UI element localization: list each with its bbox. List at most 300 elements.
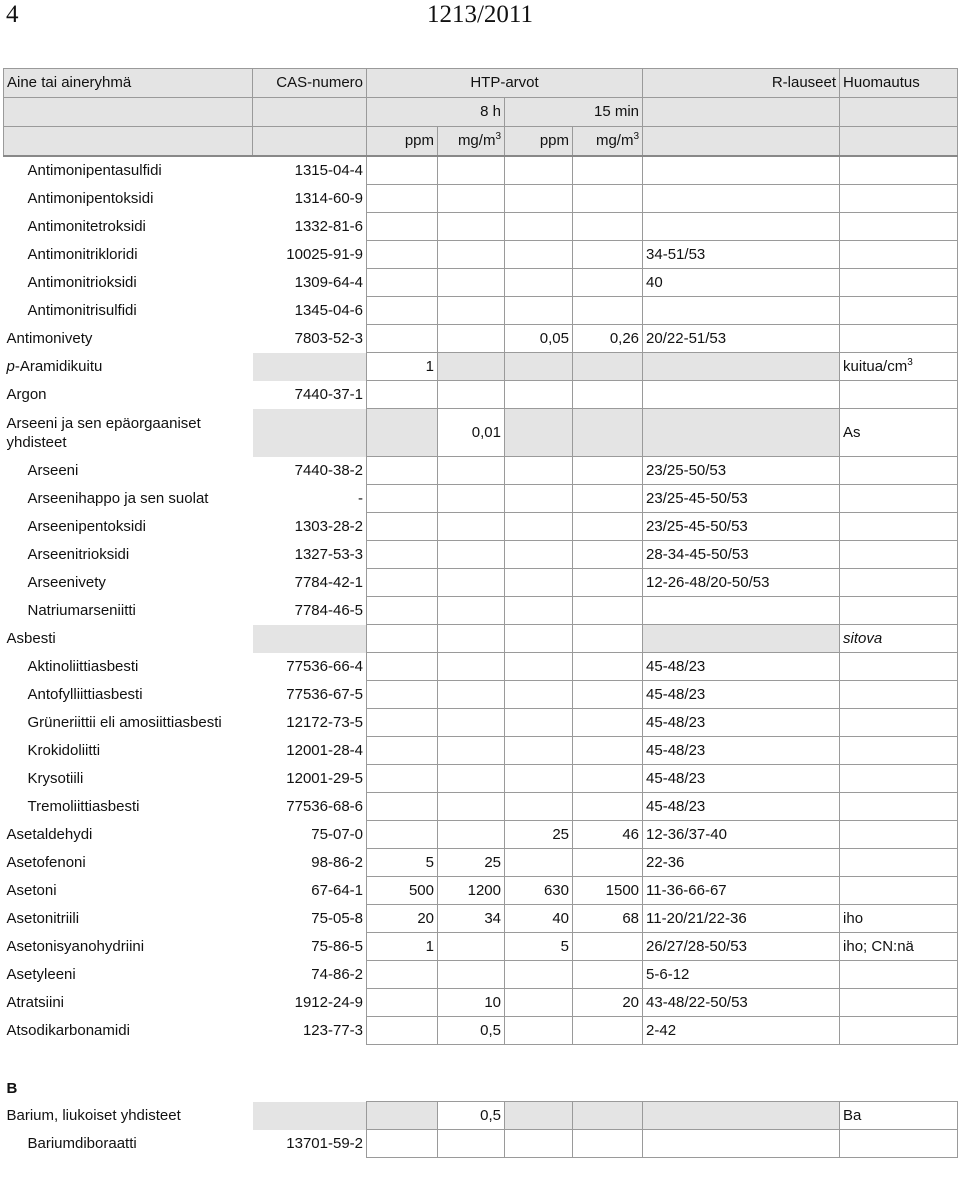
header-blank — [4, 98, 253, 127]
value-mg8: 10 — [438, 989, 505, 1017]
r-phrases: 26/27/28-50/53 — [643, 933, 840, 961]
value-ppm8 — [367, 737, 438, 765]
header-blank — [643, 127, 840, 157]
table-row — [4, 989, 958, 1017]
value-mg8 — [438, 513, 505, 541]
value-mg15 — [573, 737, 643, 765]
value-mg8 — [438, 297, 505, 325]
r-phrases: 28-34-45-50/53 — [643, 541, 840, 569]
value-mg8 — [438, 765, 505, 793]
value-ppm15 — [505, 213, 573, 241]
r-phrases: 45-48/23 — [643, 681, 840, 709]
value-mg15 — [573, 597, 643, 625]
page-header — [0, 0, 960, 40]
substance-name: Arseenivety — [4, 569, 253, 597]
value-ppm15 — [505, 709, 573, 737]
substance-name: Asetonisyanohydriini — [4, 933, 253, 961]
substance-name: Arseenipentoksidi — [4, 513, 253, 541]
r-phrases: 40 — [643, 269, 840, 297]
note — [840, 241, 958, 269]
table-row — [4, 409, 958, 457]
col-header-ppm-8h: ppm — [367, 127, 438, 157]
unit-text: mg/m — [595, 132, 634, 149]
value-mg15 — [573, 1130, 643, 1158]
value-ppm15 — [505, 681, 573, 709]
value-ppm15 — [505, 1045, 573, 1102]
cas-number — [253, 625, 367, 653]
section-heading: B — [4, 1045, 253, 1102]
value-mg15 — [573, 213, 643, 241]
r-phrases — [643, 597, 840, 625]
cas-number: 67-64-1 — [253, 877, 367, 905]
value-ppm8: 1 — [367, 933, 438, 961]
table-row — [4, 737, 958, 765]
note — [840, 709, 958, 737]
note-text: Ba — [843, 1106, 862, 1124]
note-text: sitova — [843, 629, 883, 647]
value-ppm15 — [505, 1102, 573, 1130]
value-ppm15: 40 — [505, 905, 573, 933]
r-phrases — [643, 297, 840, 325]
substance-name: Asetaldehydi — [4, 821, 253, 849]
table-row — [4, 213, 958, 241]
r-phrases — [643, 156, 840, 185]
r-phrases — [643, 185, 840, 213]
value-mg15: 68 — [573, 905, 643, 933]
note — [840, 737, 958, 765]
value-ppm15 — [505, 409, 573, 457]
value-ppm15 — [505, 269, 573, 297]
note — [840, 1130, 958, 1158]
table-row — [4, 1017, 958, 1045]
value-ppm8 — [367, 821, 438, 849]
value-ppm15 — [505, 241, 573, 269]
value-mg8 — [438, 241, 505, 269]
substance-name: Arseenihappo ja sen suolat — [4, 485, 253, 513]
cas-number: 1309-64-4 — [253, 269, 367, 297]
value-mg15 — [573, 681, 643, 709]
value-mg8: 0,5 — [438, 1017, 505, 1045]
value-ppm8 — [367, 513, 438, 541]
value-mg8 — [438, 213, 505, 241]
value-ppm8 — [367, 597, 438, 625]
note — [840, 297, 958, 325]
cas-number: 7440-38-2 — [253, 457, 367, 485]
value-ppm8: 20 — [367, 905, 438, 933]
htp-values-table — [3, 68, 958, 1158]
note-text: kuitua/cm — [843, 357, 908, 375]
table-row — [4, 485, 958, 513]
cas-number — [253, 1102, 367, 1130]
note-text: As — [843, 423, 861, 441]
r-phrases — [643, 213, 840, 241]
cas-number: 12172-73-5 — [253, 709, 367, 737]
cas-number: 123-77-3 — [253, 1017, 367, 1045]
cas-number: 75-86-5 — [253, 933, 367, 961]
value-ppm8 — [367, 793, 438, 821]
substance-name: Antimonitrisulfidi — [4, 297, 253, 325]
cas-number: 7784-46-5 — [253, 597, 367, 625]
value-mg8 — [438, 793, 505, 821]
value-ppm8 — [367, 653, 438, 681]
value-mg8 — [438, 933, 505, 961]
substance-name: p-Aramidikuitu — [4, 353, 253, 381]
r-phrases: 23/25-45-50/53 — [643, 485, 840, 513]
table-row — [4, 933, 958, 961]
table-header — [4, 69, 958, 157]
note — [840, 541, 958, 569]
note — [840, 1045, 958, 1102]
value-ppm8 — [367, 297, 438, 325]
note-text: iho — [843, 909, 864, 927]
col-header-substance: Aine tai aineryhmä — [4, 69, 253, 98]
table-row — [4, 681, 958, 709]
table-row — [4, 765, 958, 793]
substance-name: Arseeni ja sen epäorgaaniset yhdisteet — [4, 409, 253, 457]
cas-number: 77536-67-5 — [253, 681, 367, 709]
value-ppm15 — [505, 353, 573, 381]
value-mg8 — [438, 737, 505, 765]
value-mg15: 1500 — [573, 877, 643, 905]
note — [840, 849, 958, 877]
value-mg8 — [438, 353, 505, 381]
note — [840, 905, 958, 933]
substance-name: Bariumdiboraatti — [4, 1130, 253, 1158]
value-ppm8 — [367, 457, 438, 485]
table-row — [4, 877, 958, 905]
table-row — [4, 905, 958, 933]
table-row — [4, 457, 958, 485]
cas-number: 74-86-2 — [253, 961, 367, 989]
r-phrases: 11-36-66-67 — [643, 877, 840, 905]
value-ppm8 — [367, 156, 438, 185]
value-mg8: 25 — [438, 849, 505, 877]
value-ppm8: 500 — [367, 877, 438, 905]
cas-number — [253, 1045, 367, 1102]
cas-number: 77536-68-6 — [253, 793, 367, 821]
r-phrases: 45-48/23 — [643, 765, 840, 793]
r-phrases: 12-26-48/20-50/53 — [643, 569, 840, 597]
value-ppm8 — [367, 625, 438, 653]
substance-name: Argon — [4, 381, 253, 409]
table-row — [4, 541, 958, 569]
cas-number: 98-86-2 — [253, 849, 367, 877]
value-ppm15 — [505, 156, 573, 185]
substance-name: Atratsiini — [4, 989, 253, 1017]
unit-superscript: 3 — [495, 131, 501, 142]
r-phrases: 45-48/23 — [643, 709, 840, 737]
r-phrases — [643, 1130, 840, 1158]
value-ppm8 — [367, 269, 438, 297]
cas-number — [253, 353, 367, 381]
value-mg15 — [573, 457, 643, 485]
col-header-mgm3-8h — [438, 127, 505, 157]
r-phrases: 23/25-45-50/53 — [643, 513, 840, 541]
substance-name: Tremoliittiasbesti — [4, 793, 253, 821]
r-phrases: 22-36 — [643, 849, 840, 877]
table-body — [4, 156, 958, 1158]
cas-number: 1332-81-6 — [253, 213, 367, 241]
value-mg8: 1200 — [438, 877, 505, 905]
value-mg8 — [438, 156, 505, 185]
r-phrases: 45-48/23 — [643, 793, 840, 821]
value-ppm8 — [367, 1045, 438, 1102]
note — [840, 269, 958, 297]
table-row — [4, 325, 958, 353]
value-ppm8 — [367, 1130, 438, 1158]
unit-text: mg/m — [457, 132, 496, 149]
value-ppm15: 5 — [505, 933, 573, 961]
value-mg15 — [573, 409, 643, 457]
value-ppm15: 25 — [505, 821, 573, 849]
table-row — [4, 597, 958, 625]
value-mg8 — [438, 381, 505, 409]
value-ppm15 — [505, 485, 573, 513]
r-phrases: 12-36/37-40 — [643, 821, 840, 849]
value-mg15 — [573, 353, 643, 381]
value-mg15: 46 — [573, 821, 643, 849]
value-mg15 — [573, 241, 643, 269]
table-row — [4, 821, 958, 849]
r-phrases: 5-6-12 — [643, 961, 840, 989]
cas-number — [253, 409, 367, 457]
value-ppm8 — [367, 989, 438, 1017]
substance-name: Antimonivety — [4, 325, 253, 353]
value-mg8 — [438, 541, 505, 569]
note — [840, 653, 958, 681]
r-phrases: 45-48/23 — [643, 653, 840, 681]
value-ppm8 — [367, 1017, 438, 1045]
note — [840, 597, 958, 625]
value-ppm15 — [505, 765, 573, 793]
value-mg15 — [573, 485, 643, 513]
value-ppm15 — [505, 381, 573, 409]
note — [840, 325, 958, 353]
value-ppm15 — [505, 653, 573, 681]
value-mg8 — [438, 653, 505, 681]
r-phrases — [643, 625, 840, 653]
value-mg8 — [438, 681, 505, 709]
cas-number: 12001-29-5 — [253, 765, 367, 793]
note — [840, 989, 958, 1017]
table-row — [4, 569, 958, 597]
value-ppm8 — [367, 381, 438, 409]
table-row — [4, 269, 958, 297]
cas-number: 7784-42-1 — [253, 569, 367, 597]
value-mg8 — [438, 485, 505, 513]
table-row — [4, 1130, 958, 1158]
value-ppm15 — [505, 541, 573, 569]
cas-number: 1345-04-6 — [253, 297, 367, 325]
value-ppm8 — [367, 241, 438, 269]
note-superscript: 3 — [907, 356, 913, 368]
r-phrases — [643, 409, 840, 457]
value-mg15 — [573, 625, 643, 653]
table-row — [4, 297, 958, 325]
value-mg8 — [438, 1045, 505, 1102]
value-ppm15 — [505, 513, 573, 541]
value-ppm15: 0,05 — [505, 325, 573, 353]
value-ppm15 — [505, 185, 573, 213]
note — [840, 765, 958, 793]
value-ppm8: 5 — [367, 849, 438, 877]
value-mg8 — [438, 1130, 505, 1158]
value-mg15 — [573, 381, 643, 409]
value-ppm8 — [367, 709, 438, 737]
cas-number: 7440-37-1 — [253, 381, 367, 409]
header-blank — [253, 98, 367, 127]
cas-number: 75-05-8 — [253, 905, 367, 933]
cas-number: 1315-04-4 — [253, 156, 367, 185]
value-ppm8 — [367, 409, 438, 457]
table-row — [4, 156, 958, 185]
value-mg8: 0,5 — [438, 1102, 505, 1130]
value-mg15 — [573, 541, 643, 569]
note — [840, 1017, 958, 1045]
note — [840, 213, 958, 241]
table-row — [4, 1102, 958, 1130]
value-mg15 — [573, 185, 643, 213]
substance-name: Asbesti — [4, 625, 253, 653]
table-row — [4, 381, 958, 409]
value-ppm15 — [505, 625, 573, 653]
substance-name: Arseenitrioksidi — [4, 541, 253, 569]
table-row — [4, 353, 958, 381]
value-ppm15 — [505, 961, 573, 989]
value-mg15 — [573, 709, 643, 737]
r-phrases: 34-51/53 — [643, 241, 840, 269]
substance-name: Antimonipentasulfidi — [4, 156, 253, 185]
value-mg15 — [573, 297, 643, 325]
value-mg8 — [438, 821, 505, 849]
note — [840, 877, 958, 905]
substance-name: Asetyleeni — [4, 961, 253, 989]
value-mg15 — [573, 513, 643, 541]
header-blank — [643, 98, 840, 127]
substance-name: Asetoni — [4, 877, 253, 905]
note — [840, 353, 958, 381]
italic-prefix: p — [6, 357, 15, 375]
value-mg15: 0,26 — [573, 325, 643, 353]
value-mg15 — [573, 933, 643, 961]
col-header-note: Huomautus — [840, 69, 958, 98]
value-mg15: 20 — [573, 989, 643, 1017]
value-mg15 — [573, 1102, 643, 1130]
substance-name: Antimonipentoksidi — [4, 185, 253, 213]
cas-number: 1912-24-9 — [253, 989, 367, 1017]
table-row — [4, 709, 958, 737]
document-id: 1213/2011 — [426, 1, 534, 28]
r-phrases — [643, 381, 840, 409]
value-mg15 — [573, 156, 643, 185]
value-ppm15 — [505, 793, 573, 821]
r-phrases: 11-20/21/22-36 — [643, 905, 840, 933]
unit-superscript: 3 — [633, 131, 640, 142]
value-ppm8 — [367, 765, 438, 793]
cas-number: 12001-28-4 — [253, 737, 367, 765]
value-mg15 — [573, 765, 643, 793]
r-phrases: 2-42 — [643, 1017, 840, 1045]
substance-name: Antimonitetroksidi — [4, 213, 253, 241]
substance-name: Barium, liukoiset yhdisteet — [4, 1102, 253, 1130]
note — [840, 409, 958, 457]
cas-number: - — [253, 485, 367, 513]
note — [840, 156, 958, 185]
substance-name: Arseeni — [4, 457, 253, 485]
substance-name: Grüneriittii eli amosiittiasbesti — [4, 709, 253, 737]
value-mg8 — [438, 185, 505, 213]
value-mg8: 34 — [438, 905, 505, 933]
cas-number: 1314-60-9 — [253, 185, 367, 213]
value-ppm8 — [367, 325, 438, 353]
cas-number: 1303-28-2 — [253, 513, 367, 541]
value-mg8 — [438, 625, 505, 653]
col-header-mgm3-15min — [573, 127, 643, 157]
cas-number: 13701-59-2 — [253, 1130, 367, 1158]
substance-name: Aktinoliittiasbesti — [4, 653, 253, 681]
col-header-ppm-15min: ppm — [505, 127, 573, 157]
cas-number: 7803-52-3 — [253, 325, 367, 353]
value-ppm8: 1 — [367, 353, 438, 381]
table-row — [4, 653, 958, 681]
value-ppm8 — [367, 485, 438, 513]
cas-number: 77536-66-4 — [253, 653, 367, 681]
col-header-15min: 15 min — [505, 98, 643, 127]
value-ppm15 — [505, 457, 573, 485]
substance-name: Asetonitriili — [4, 905, 253, 933]
note — [840, 933, 958, 961]
value-mg8 — [438, 325, 505, 353]
header-blank — [840, 98, 958, 127]
value-ppm15: 630 — [505, 877, 573, 905]
header-blank — [4, 127, 253, 157]
value-ppm15 — [505, 989, 573, 1017]
note — [840, 381, 958, 409]
value-mg15 — [573, 1045, 643, 1102]
r-phrases — [643, 1045, 840, 1102]
note — [840, 485, 958, 513]
value-ppm15 — [505, 1017, 573, 1045]
value-ppm15 — [505, 737, 573, 765]
substance-name: Antimonitrikloridi — [4, 241, 253, 269]
note — [840, 793, 958, 821]
value-ppm8 — [367, 213, 438, 241]
table-row — [4, 849, 958, 877]
table-row — [4, 961, 958, 989]
value-ppm8 — [367, 185, 438, 213]
value-mg15 — [573, 1017, 643, 1045]
col-header-r-phrases: R-lauseet — [643, 69, 840, 98]
substance-name: Krokidoliitti — [4, 737, 253, 765]
substance-name: Natriumarseniitti — [4, 597, 253, 625]
header-blank — [840, 127, 958, 157]
page-number: 4 — [6, 1, 19, 28]
table-row — [4, 513, 958, 541]
r-phrases: 45-48/23 — [643, 737, 840, 765]
value-ppm15 — [505, 597, 573, 625]
value-mg15 — [573, 849, 643, 877]
note — [840, 1102, 958, 1130]
r-phrases — [643, 1102, 840, 1130]
value-ppm8 — [367, 1102, 438, 1130]
substance-name: Atsodikarbonamidi — [4, 1017, 253, 1045]
value-mg15 — [573, 793, 643, 821]
col-header-cas: CAS-numero — [253, 69, 367, 98]
value-ppm15 — [505, 849, 573, 877]
value-ppm8 — [367, 569, 438, 597]
value-ppm15 — [505, 1130, 573, 1158]
value-mg8: 0,01 — [438, 409, 505, 457]
